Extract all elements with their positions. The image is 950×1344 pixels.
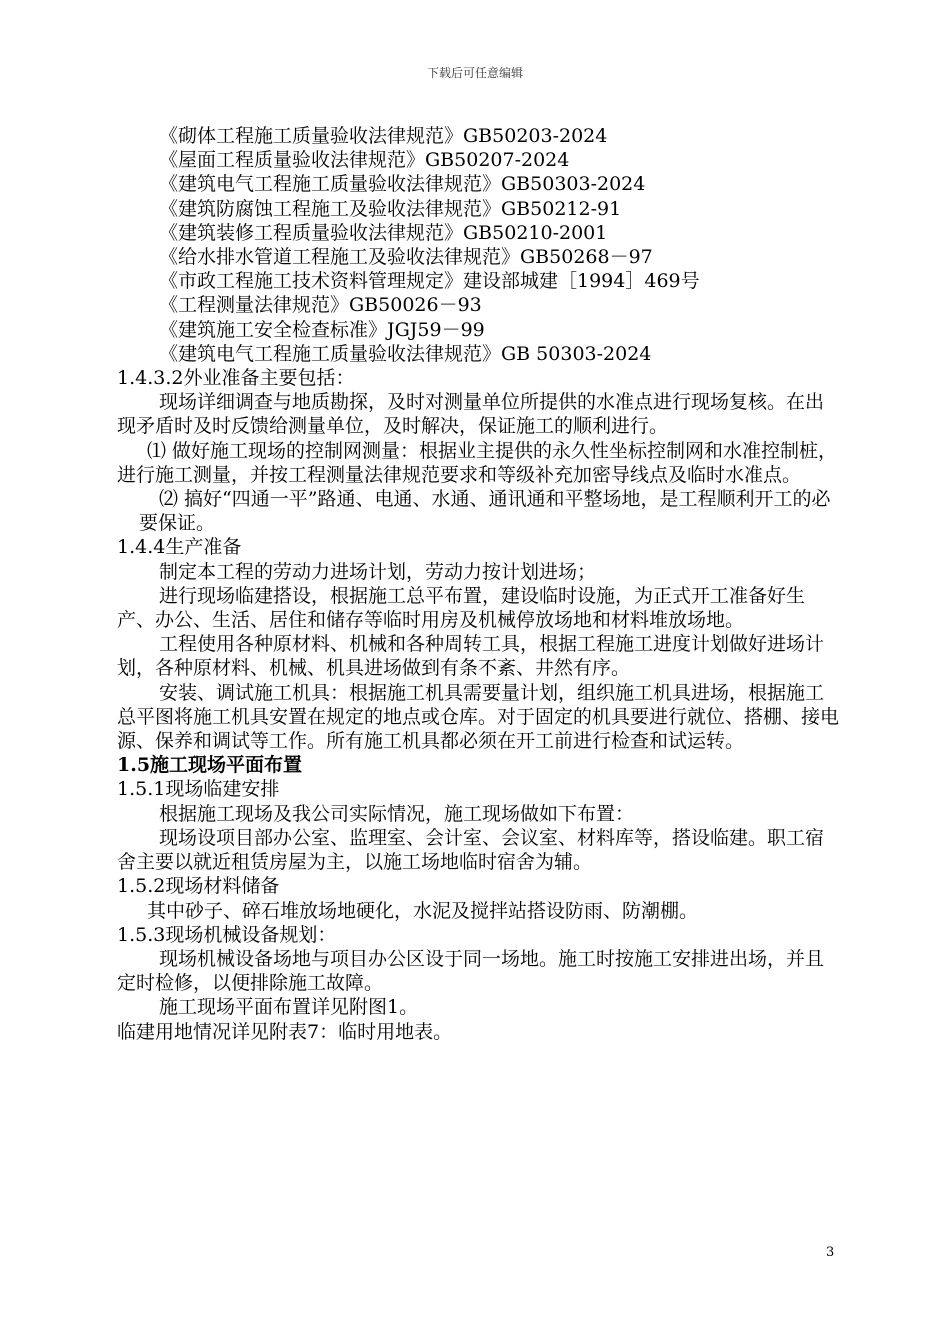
paragraph: 进行现场临建搭设，根据施工总平布置，建设临时设施，为正式开工准备好生产、办公、生活、居住和储存等临时用房及机械停放场地和材料堆放场地。 xyxy=(117,584,806,632)
section-heading-15: 1.5施工现场平面布置 xyxy=(117,754,303,777)
reference-item: 《建筑防腐蚀工程施工及验收法律规范》GB50212-91 xyxy=(159,197,622,220)
document-body xyxy=(117,124,841,1044)
reference-item: 《建筑施工安全检查标准》JGJ59－99 xyxy=(159,318,485,341)
section-heading-153: 1.5.3现场机械设备规划： xyxy=(117,923,337,946)
section-heading-152: 1.5.2现场材料储备 xyxy=(117,875,280,898)
section-heading-144: 1.4.4生产准备 xyxy=(117,536,242,559)
paragraph: 制定本工程的劳动力进场计划，劳动力按计划进场； xyxy=(159,560,597,583)
section-heading-1432: 1.4.3.2外业准备主要包括： xyxy=(117,367,355,390)
reference-item: 《建筑电气工程施工质量验收法律规范》GB 50303-2024 xyxy=(159,342,652,365)
reference-item: 《市政工程施工技术资料管理规定》建设部城建［1994］469号 xyxy=(159,270,700,293)
reference-item: 《工程测量法律规范》GB50026－93 xyxy=(159,294,482,317)
list-item-2: ⑵ 搞好“四通一平”路通、电通、水通、通讯通和平整场地，是工程顺利开工的必要保证。 xyxy=(139,488,831,535)
list-item-1: ⑴ 做好施工现场的控制网测量：根据业主提供的永久性坐标控制网和水准控制桩，进行施工测量，并按工程测量法律规范要求和等级补充加密导线点及临时水准点。 xyxy=(117,439,838,486)
paragraph: 工程使用各种原材料、机械和各种周转工具，根据工程施工进度计划做好进场计划，各种原材料、机械、机具进场做到有条不紊、井然有序。 xyxy=(117,633,825,680)
reference-item: 《砌体工程施工质量验收法律规范》GB50203-2024 xyxy=(159,125,608,147)
paragraph: 安装、调试施工机具：根据施工机具需要量计划，组织施工机具进场，根据施工总平图将施工机具安置在规定的地点或仓库。对于固定的机具要进行就位、搭棚、接电源、保养和调试等工作。所有施工机具都必须在开工前进行检查和试运转。 xyxy=(117,681,840,753)
reference-item: 《建筑装修工程质量验收法律规范》GB50210-2001 xyxy=(159,221,608,244)
paragraph: 现场设项目部办公室、监理室、会计室、会议室、材料库等，搭设临建。职工宿舍主要以就近租赁房屋为主，以施工场地临时宿舍为辅。 xyxy=(117,826,825,874)
reference-item: 《给水排水管道工程施工及验收法律规范》GB50268－97 xyxy=(159,246,653,269)
paragraph: 现场机械设备场地与项目办公区设于同一场地。施工时按施工安排进出场，并且定时检修，以便排除施工故障。 xyxy=(117,947,825,995)
reference-item: 《建筑电气工程施工质量验收法律规范》GB50303-2024 xyxy=(159,173,646,196)
reference-item: 《屋面工程质量验收法律规范》GB50207-2024 xyxy=(159,149,570,172)
paragraph: 现场详细调查与地质勘探，及时对测量单位所提供的水准点进行现场复核。在出现矛盾时及时反馈给测量单位，及时解决，保证施工的顺利进行。 xyxy=(117,391,825,438)
section-heading-151: 1.5.1现场临建安排 xyxy=(117,778,280,801)
paragraph: 其中砂子、碎石堆放场地硬化，水泥及搅拌站搭设防雨、防潮棚。 xyxy=(147,899,699,922)
paragraph: 施工现场平面布置详见附图1。 xyxy=(159,996,419,1019)
paragraph: 根据施工现场及我公司实际情况，施工现场做如下布置： xyxy=(159,802,635,825)
paragraph: 临建用地情况详见附表7：临时用地表。 xyxy=(117,1020,453,1043)
page-number: 3 xyxy=(826,1245,835,1260)
page-header: 下载后可任意编辑 xyxy=(426,66,523,80)
